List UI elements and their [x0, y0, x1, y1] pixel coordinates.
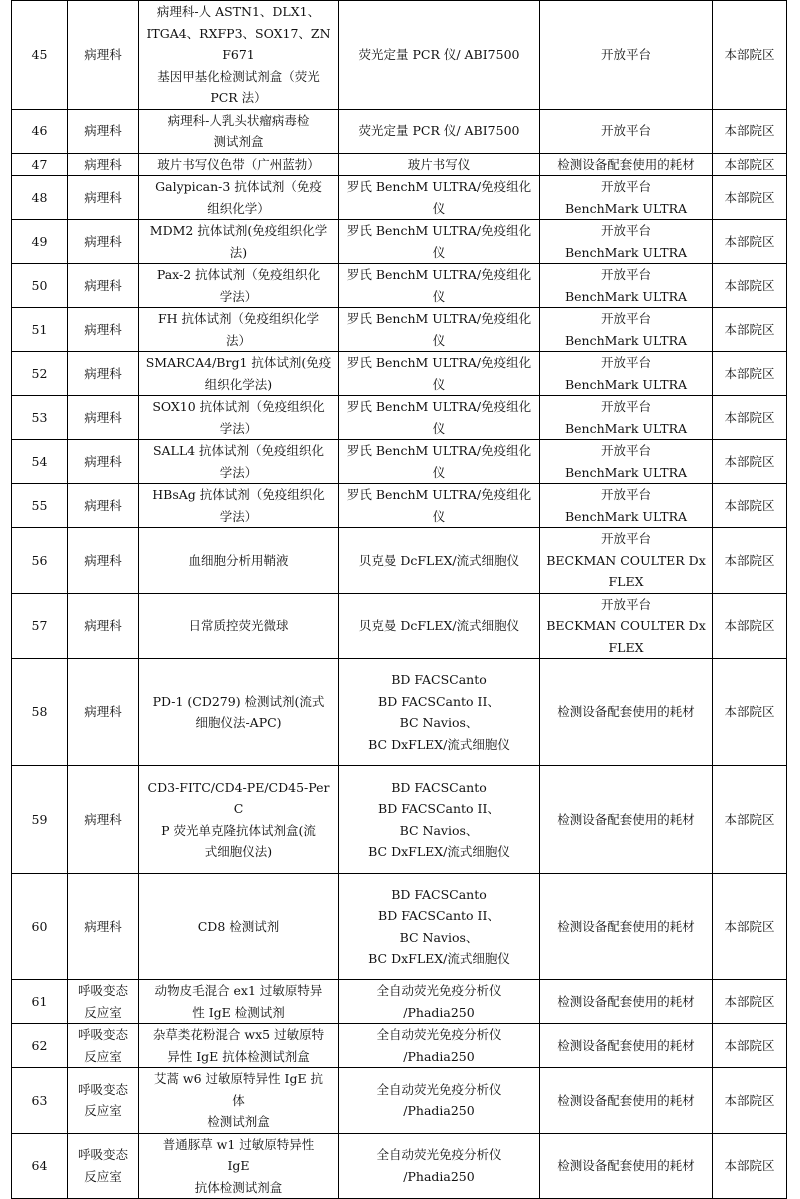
platform-line: 开放平台 [600, 123, 651, 139]
table-row [12, 396, 787, 440]
item-name-cell [139, 528, 339, 594]
item-name-line: 血细胞分析用鞘液 [188, 552, 289, 568]
device-cell [339, 396, 540, 440]
platform-cell [540, 980, 713, 1024]
item-name-line: SOX10 抗体试剂（免疫组织化 [152, 399, 325, 414]
item-name-line: 组织化学） [207, 200, 270, 216]
item-name-line: SALL4 抗体试剂（免疫组织化 [152, 443, 325, 458]
item-name-line: CD3-FITC/CD4-PE/CD45-PerC [147, 779, 330, 816]
device-line: 罗氏 BenchM ULTRA/免疫组化 [346, 267, 532, 282]
item-name-line: 异性 IgE 抗体检测试剂盒 [167, 1048, 310, 1064]
department-cell [68, 1, 139, 110]
campus-cell: 本部院区 [713, 396, 787, 440]
platform-line: 开放平台 [600, 179, 651, 194]
department-cell [68, 396, 139, 440]
device-line: BD FACSCanto [391, 886, 487, 902]
device-line: 仪 [432, 244, 446, 260]
platform-cell [540, 153, 713, 176]
platform-cell [540, 766, 713, 874]
device-line: 罗氏 BenchM ULTRA/免疫组化 [346, 399, 532, 414]
department-cell [68, 264, 139, 308]
table-row [12, 659, 787, 766]
table-row [12, 1, 787, 110]
campus-cell: 本部院区 [713, 528, 787, 594]
row-number-cell: 64 [12, 1133, 68, 1199]
item-name-cell [139, 874, 339, 980]
platform-line: BECKMAN COULTER DxFLEX [546, 552, 706, 589]
department-line: 病理科 [84, 552, 122, 568]
device-line: /Phadia250 [403, 1168, 475, 1184]
row-number-cell: 51 [12, 308, 68, 352]
department-line: 病理科 [84, 156, 122, 172]
platform-cell [540, 659, 713, 766]
department-line: 病理科 [84, 189, 122, 205]
item-name-line: HBsAg 抗体试剂（免疫组织化 [152, 487, 325, 502]
device-line: BC DxFLEX/流式细胞仪 [368, 951, 510, 966]
item-name-cell [139, 484, 339, 528]
device-cell [339, 220, 540, 264]
row-number-cell: 45 [12, 1, 68, 110]
platform-cell [540, 440, 713, 484]
platform-line: 检测设备配套使用的耗材 [557, 993, 695, 1009]
device-line: 荧光定量 PCR 仪/ ABI7500 [358, 123, 520, 139]
department-line: 呼吸变态 [77, 983, 128, 998]
item-name-cell [139, 396, 339, 440]
table-row [12, 352, 787, 396]
item-name-line: 日常质控荧光微球 [188, 618, 289, 633]
table-row [12, 308, 787, 352]
department-line: 病理科 [84, 497, 122, 513]
table-row [12, 1024, 787, 1068]
department-line: 病理科 [84, 918, 122, 934]
department-line: 病理科 [84, 47, 122, 62]
device-line: BD FACSCanto [391, 672, 487, 687]
platform-cell [540, 396, 713, 440]
campus-cell: 本部院区 [713, 659, 787, 766]
device-cell [339, 980, 540, 1024]
platform-line: BenchMark ULTRA [564, 332, 688, 348]
item-name-cell [139, 440, 339, 484]
department-line: 反应室 [84, 1168, 122, 1184]
item-name-line: 病理科-人 ASTN1、DLX1、 [156, 4, 321, 19]
item-name-line: 动物皮毛混合 ex1 过敏原特异 [154, 983, 323, 998]
platform-line: 检测设备配套使用的耗材 [557, 918, 695, 934]
item-name-line: 组织化学法) [204, 376, 273, 392]
table-row [12, 176, 787, 220]
campus-cell: 本部院区 [713, 1, 787, 110]
campus-cell: 本部院区 [713, 980, 787, 1024]
platform-line: 开放平台 [600, 399, 651, 414]
department-line: 病理科 [84, 409, 122, 425]
device-cell [339, 874, 540, 980]
item-name-line: 基因甲基化检测试剂盒（荧光 [157, 68, 320, 84]
platform-line: 检测设备配套使用的耗材 [557, 704, 695, 720]
department-cell [68, 874, 139, 980]
department-cell [68, 484, 139, 528]
item-name-line: 杂草类花粉混合 wx5 过敏原特 [152, 1027, 325, 1042]
item-name-line: 式细胞仪法) [204, 844, 273, 859]
department-cell [68, 1133, 139, 1199]
platform-line: 检测设备配套使用的耗材 [557, 156, 695, 172]
item-name-line: 学法） [219, 420, 258, 436]
department-line: 病理科 [84, 811, 122, 827]
item-name-cell [139, 308, 339, 352]
item-name-cell [139, 176, 339, 220]
platform-line: 开放平台 [600, 443, 651, 458]
platform-line: 开放平台 [600, 47, 651, 62]
platform-line: 开放平台 [600, 355, 651, 370]
device-cell [339, 176, 540, 220]
platform-line: 开放平台 [600, 223, 651, 238]
table-row [12, 1068, 787, 1134]
item-name-line: 玻片书写仪色带（广州蓝勃） [157, 156, 320, 172]
platform-line: BenchMark ULTRA [564, 244, 688, 260]
device-line: BD FACSCanto II、 [378, 693, 500, 709]
item-name-line: 法） [225, 332, 251, 348]
department-line: 病理科 [84, 704, 122, 720]
device-cell [339, 109, 540, 153]
device-line: BC Navios、 [399, 929, 479, 945]
item-name-line: Galypican-3 抗体试剂（免疫 [155, 179, 322, 194]
department-line: 病理科 [84, 277, 122, 293]
campus-cell: 本部院区 [713, 1068, 787, 1134]
platform-cell [540, 352, 713, 396]
platform-line: BenchMark ULTRA [564, 464, 688, 480]
table-row [12, 593, 787, 659]
platform-line: 检测设备配套使用的耗材 [557, 1158, 695, 1173]
item-name-cell [139, 220, 339, 264]
item-name-line: ITGA4、RXFP3、SOX17、ZNF671 [146, 25, 331, 62]
platform-cell [540, 484, 713, 528]
device-line: /Phadia250 [403, 1103, 475, 1119]
device-line: 全自动荧光免疫分析仪 [376, 1081, 502, 1097]
device-line: 全自动荧光免疫分析仪 [376, 983, 502, 998]
item-name-line: 法) [229, 244, 248, 260]
department-cell [68, 153, 139, 176]
item-name-line: 测试剂盒 [213, 134, 264, 149]
device-line: /Phadia250 [403, 1048, 475, 1064]
device-cell [339, 484, 540, 528]
department-cell [68, 176, 139, 220]
department-line: 病理科 [84, 453, 122, 469]
row-number-cell: 55 [12, 484, 68, 528]
department-cell [68, 980, 139, 1024]
platform-cell [540, 1, 713, 110]
table-row [12, 220, 787, 264]
platform-cell [540, 308, 713, 352]
item-name-line: 细胞仪法-APC) [195, 715, 282, 730]
department-line: 呼吸变态 [77, 1147, 128, 1163]
campus-cell: 本部院区 [713, 484, 787, 528]
department-line: 病理科 [84, 365, 122, 381]
platform-line: 检测设备配套使用的耗材 [557, 811, 695, 827]
department-line: 病理科 [84, 233, 122, 249]
campus-cell: 本部院区 [713, 352, 787, 396]
campus-cell: 本部院区 [713, 766, 787, 874]
device-line: 罗氏 BenchM ULTRA/免疫组化 [346, 443, 532, 458]
campus-cell: 本部院区 [713, 1024, 787, 1068]
item-name-cell [139, 1, 339, 110]
item-name-line: 病理科-人乳头状瘤病毒检 [167, 112, 310, 128]
table-row [12, 484, 787, 528]
platform-cell [540, 1133, 713, 1199]
device-line: 玻片书写仪 [407, 156, 471, 172]
department-cell [68, 220, 139, 264]
campus-cell: 本部院区 [713, 593, 787, 659]
department-line: 病理科 [84, 618, 122, 633]
row-number-cell: 52 [12, 352, 68, 396]
item-name-line: 学法） [219, 288, 258, 304]
item-name-line: MDM2 抗体试剂(免疫组织化学 [149, 223, 328, 238]
device-cell [339, 766, 540, 874]
row-number-cell: 50 [12, 264, 68, 308]
device-line: BC Navios、 [399, 715, 479, 730]
department-line: 病理科 [84, 123, 122, 139]
item-name-cell [139, 593, 339, 659]
item-name-line: 检测试剂盒 [207, 1114, 270, 1129]
department-cell [68, 1024, 139, 1068]
item-name-line: 性 IgE 检测试剂 [192, 1004, 285, 1020]
table-row [12, 109, 787, 153]
platform-line: BenchMark ULTRA [564, 508, 688, 524]
platform-cell [540, 1024, 713, 1068]
department-cell [68, 528, 139, 594]
item-name-line: Pax-2 抗体试剂（免疫组织化 [156, 267, 321, 282]
department-line: 反应室 [84, 1103, 122, 1119]
platform-line: 开放平台 [600, 311, 651, 326]
item-name-line: PD-1 (CD279) 检测试剂(流式 [152, 693, 325, 709]
device-line: 仪 [432, 508, 446, 524]
device-line: 全自动荧光免疫分析仪 [376, 1027, 502, 1042]
device-line: 全自动荧光免疫分析仪 [376, 1147, 502, 1163]
item-name-cell [139, 1024, 339, 1068]
row-number-cell: 47 [12, 153, 68, 176]
device-line: BD FACSCanto II、 [378, 801, 500, 816]
campus-cell: 本部院区 [713, 109, 787, 153]
platform-cell [540, 176, 713, 220]
row-number-cell: 61 [12, 980, 68, 1024]
campus-cell: 本部院区 [713, 1133, 787, 1199]
device-line: 仪 [432, 332, 446, 348]
department-line: 呼吸变态 [77, 1081, 128, 1097]
platform-cell [540, 264, 713, 308]
device-line: BC DxFLEX/流式细胞仪 [368, 844, 510, 859]
item-name-line: FH 抗体试剂（免疫组织化学 [157, 311, 320, 326]
campus-cell: 本部院区 [713, 264, 787, 308]
platform-line: 检测设备配套使用的耗材 [557, 1092, 695, 1108]
table-row [12, 766, 787, 874]
platform-line: 开放平台 [600, 487, 651, 502]
table-row [12, 980, 787, 1024]
row-number-cell: 62 [12, 1024, 68, 1068]
device-line: 仪 [432, 288, 446, 304]
device-cell [339, 440, 540, 484]
campus-cell: 本部院区 [713, 874, 787, 980]
device-line: 仪 [432, 420, 446, 436]
item-name-cell [139, 766, 339, 874]
platform-line: 开放平台 [600, 531, 651, 546]
item-name-line: 学法） [219, 508, 258, 524]
item-name-cell [139, 153, 339, 176]
table-row [12, 264, 787, 308]
department-line: 病理科 [84, 321, 122, 337]
device-line: BC Navios、 [399, 822, 479, 838]
device-cell [339, 1024, 540, 1068]
row-number-cell: 48 [12, 176, 68, 220]
item-name-cell [139, 1133, 339, 1199]
device-line: 仪 [432, 200, 446, 216]
platform-cell [540, 593, 713, 659]
platform-line: BenchMark ULTRA [564, 420, 688, 436]
row-number-cell: 56 [12, 528, 68, 594]
device-cell [339, 1068, 540, 1134]
device-line: 罗氏 BenchM ULTRA/免疫组化 [346, 179, 532, 194]
reagent-table [11, 0, 787, 1199]
table-row [12, 1133, 787, 1199]
device-line: 贝克曼 DcFLEX/流式细胞仪 [358, 552, 520, 568]
device-cell [339, 264, 540, 308]
item-name-line: 抗体检测试剂盒 [194, 1179, 283, 1195]
row-number-cell: 60 [12, 874, 68, 980]
platform-cell [540, 1068, 713, 1134]
row-number-cell: 49 [12, 220, 68, 264]
device-cell [339, 1, 540, 110]
platform-cell [540, 109, 713, 153]
platform-line: BenchMark ULTRA [564, 288, 688, 304]
table-row [12, 874, 787, 980]
device-line: BC DxFLEX/流式细胞仪 [368, 736, 510, 752]
department-cell [68, 440, 139, 484]
platform-line: BECKMAN COULTER DxFLEX [546, 618, 706, 655]
row-number-cell: 54 [12, 440, 68, 484]
device-line: /Phadia250 [403, 1004, 475, 1020]
device-line: 罗氏 BenchM ULTRA/免疫组化 [346, 311, 532, 326]
row-number-cell: 59 [12, 766, 68, 874]
device-cell [339, 528, 540, 594]
platform-cell [540, 874, 713, 980]
department-line: 呼吸变态 [77, 1027, 128, 1042]
department-cell [68, 593, 139, 659]
device-line: 罗氏 BenchM ULTRA/免疫组化 [346, 355, 532, 370]
row-number-cell: 58 [12, 659, 68, 766]
item-name-line: 艾蒿 w6 过敏原特异性 IgE 抗 [153, 1071, 324, 1086]
item-name-cell [139, 109, 339, 153]
item-name-line: P 荧光单克隆抗体试剂盒(流 [161, 822, 316, 838]
row-number-cell: 63 [12, 1068, 68, 1134]
device-line: 贝克曼 DcFLEX/流式细胞仪 [358, 618, 520, 633]
item-name-cell [139, 264, 339, 308]
platform-line: 开放平台 [600, 267, 651, 282]
department-cell [68, 109, 139, 153]
item-name-line: IgE [227, 1158, 250, 1173]
device-line: 罗氏 BenchM ULTRA/免疫组化 [346, 487, 532, 502]
platform-line: BenchMark ULTRA [564, 376, 688, 392]
department-line: 反应室 [84, 1048, 122, 1064]
table-row [12, 153, 787, 176]
item-name-line: SMARCA4/Brg1 抗体试剂(免疫 [145, 355, 332, 370]
item-name-cell [139, 1068, 339, 1134]
department-cell [68, 659, 139, 766]
item-name-line: CD8 检测试剂 [197, 918, 280, 934]
device-line: BD FACSCanto II、 [378, 908, 500, 923]
campus-cell: 本部院区 [713, 308, 787, 352]
campus-cell: 本部院区 [713, 440, 787, 484]
platform-line: BenchMark ULTRA [564, 200, 688, 216]
device-line: BD FACSCanto [391, 779, 487, 795]
item-name-line: 学法） [219, 464, 258, 480]
device-cell [339, 1133, 540, 1199]
table-row [12, 528, 787, 594]
row-number-cell: 53 [12, 396, 68, 440]
platform-cell [540, 220, 713, 264]
department-line: 反应室 [84, 1004, 122, 1020]
device-line: 罗氏 BenchM ULTRA/免疫组化 [346, 223, 532, 238]
department-cell [68, 1068, 139, 1134]
device-cell [339, 153, 540, 176]
device-cell [339, 659, 540, 766]
table-row [12, 440, 787, 484]
item-name-line: PCR 法） [210, 90, 267, 105]
department-cell [68, 308, 139, 352]
item-name-cell [139, 352, 339, 396]
platform-line: 检测设备配套使用的耗材 [557, 1037, 695, 1053]
campus-cell: 本部院区 [713, 176, 787, 220]
device-cell [339, 352, 540, 396]
platform-cell [540, 528, 713, 594]
device-cell [339, 593, 540, 659]
item-name-line: 体 [232, 1092, 245, 1108]
campus-cell: 本部院区 [713, 153, 787, 176]
campus-cell: 本部院区 [713, 220, 787, 264]
device-line: 仪 [432, 376, 446, 392]
item-name-cell [139, 980, 339, 1024]
device-cell [339, 308, 540, 352]
item-name-cell [139, 659, 339, 766]
platform-line: 开放平台 [600, 596, 651, 612]
row-number-cell: 46 [12, 109, 68, 153]
reagent-table-body [12, 1, 787, 1199]
item-name-line: 普通豚草 w1 过敏原特异性 [162, 1136, 315, 1152]
device-line: 荧光定量 PCR 仪/ ABI7500 [358, 47, 520, 62]
row-number-cell: 57 [12, 593, 68, 659]
department-cell [68, 352, 139, 396]
department-cell [68, 766, 139, 874]
device-line: 仪 [432, 464, 446, 480]
